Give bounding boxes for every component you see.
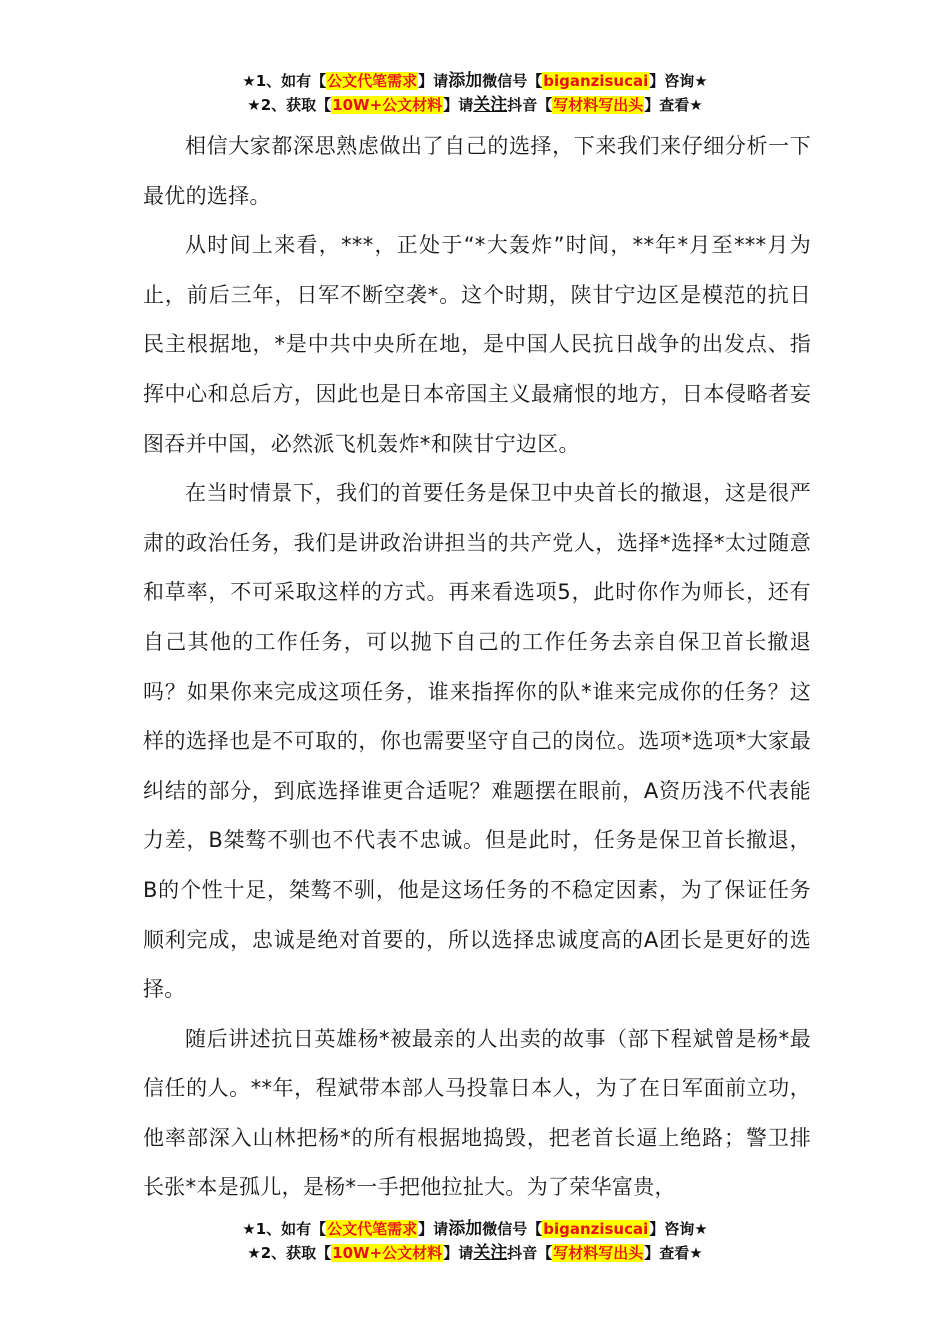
wechat-id: biganzisucai [543,72,649,90]
emphasis-text: 关注 [473,95,508,115]
document-body [143,122,811,1213]
banner-text: 微信号【 [482,1220,543,1238]
paragraph: 相信大家都深思熟虑做出了自己的选择，下来我们来仔细分析一下最优的选择。 [143,134,811,208]
highlight-text: 公文代笔需求 [327,1220,418,1238]
paragraph: 随后讲述抗日英雄杨*被最亲的人出卖的故事（部下程斌曾是杨*最信任的人。**年，程斌带本部人马投靠日本人，为了在日军面前立功，他率部深入山林把杨*的所有根据地捣毁，把老首长逼上绝路；警卫排长张*本是孤儿，是杨*一手把他拉扯大。为了荣华富贵， [143,1026,811,1200]
banner-line-2 [0,1242,950,1266]
banner-text: 抖音【 [507,96,553,114]
banner-text: ★1、如有【 [242,1220,327,1238]
banner-line-2 [0,94,950,118]
banner-text: 】查看★ [644,1244,703,1262]
paragraph: 从时间上来看，***，正处于“*大轰炸”时间，**年*月至***月为止，前后三年，日军不断空袭*。这个时期，陕甘宁边区是模范的抗日民主根据地，*是中共中央所在地，是中国人民抗日战争的出发点、指挥中心和总后方，因此也是日本帝国主义最痛恨的地方，日本侵略者妄图吞并中国，必然派飞机轰炸*和陕甘宁边区。 [143,233,811,456]
douyin-id: 写材料写出头 [553,96,644,114]
banner-text: 】请 [418,1220,449,1238]
footer-banner [0,1218,950,1266]
banner-text: 】请 [443,1244,474,1262]
banner-text: 】咨询★ [649,1220,708,1238]
emphasis-text: 添加 [448,71,483,91]
douyin-id: 写材料写出头 [553,1244,644,1262]
emphasis-text: 添加 [448,1219,483,1239]
banner-line-1 [0,70,950,94]
highlight-text: 10W+公文材料 [332,1244,443,1262]
banner-text: ★2、获取【 [247,96,332,114]
banner-text: 微信号【 [482,72,543,90]
banner-text: 】查看★ [644,96,703,114]
banner-text: ★2、获取【 [247,1244,332,1262]
wechat-id: biganzisucai [543,1220,649,1238]
banner-line-1 [0,1218,950,1242]
banner-text: 】请 [418,72,449,90]
banner-text: 抖音【 [507,1244,553,1262]
highlight-text: 10W+公文材料 [332,96,443,114]
header-banner [0,70,950,118]
paragraph: 在当时情景下，我们的首要任务是保卫中央首长的撤退，这是很严肃的政治任务，我们是讲政治讲担当的共产党人，选择*选择*太过随意和草率，不可采取这样的方式。再来看选项5，此时你作为师长，还有自己其他的工作任务，可以抛下自己的工作任务去亲自保卫首长撤退吗？如果你来完成这项任务，谁来指挥你的队*谁来完成你的任务？这样的选择也是不可取的，你也需要坚守自己的岗位。选项*选项*大家最纠结的部分，到底选择谁更合适呢？难题摆在眼前，A资历浅不代表能力差，B桀骜不驯也不代表不忠诚。但是此时，任务是保卫首长撤退，B的个性十足，桀骜不驯，他是这场任务的不稳定因素，为了保证任务顺利完成，忠诚是绝对首要的，所以选择忠诚度高的A团长是更好的选择。 [143,481,811,1002]
banner-text: 】咨询★ [649,72,708,90]
emphasis-text: 关注 [473,1243,508,1263]
highlight-text: 公文代笔需求 [327,72,418,90]
banner-text: ★1、如有【 [242,72,327,90]
banner-text: 】请 [443,96,474,114]
